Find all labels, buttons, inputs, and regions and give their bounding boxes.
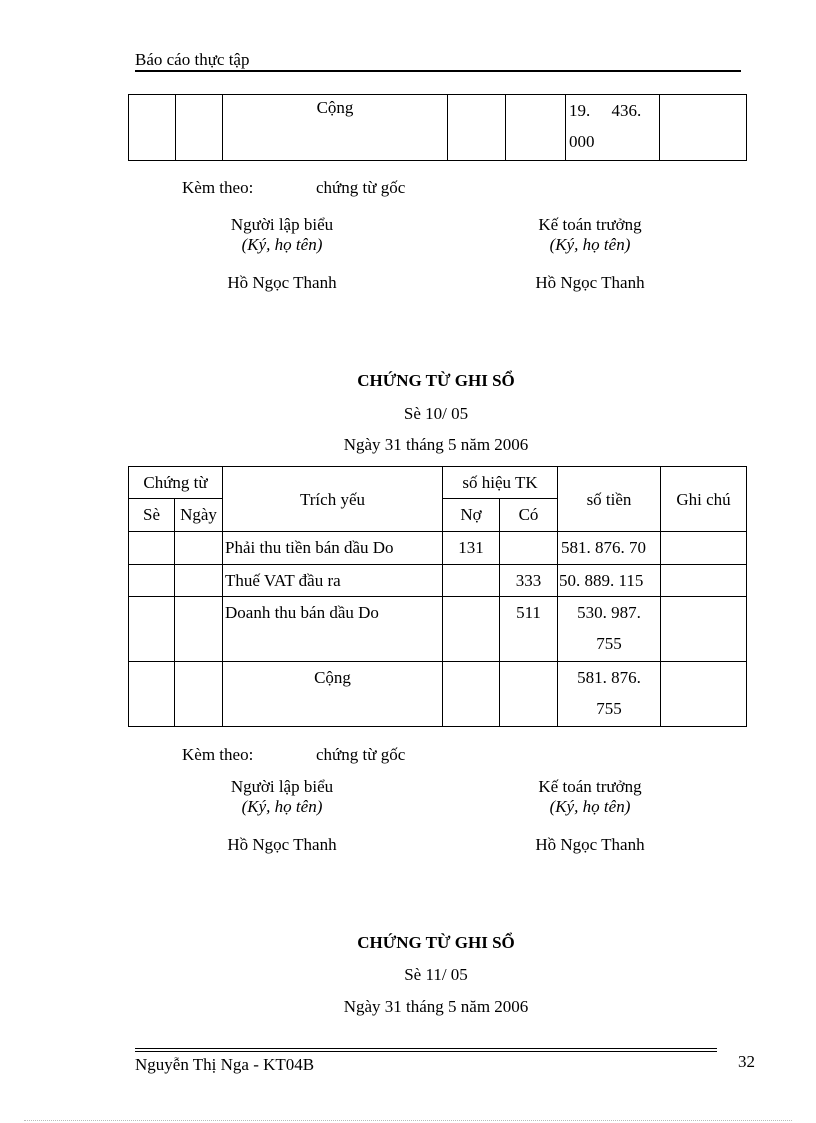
col-so: Sè <box>129 499 175 532</box>
signer-name: Hồ Ngọc Thanh <box>535 835 645 854</box>
voucher-title: CHỨNG TỪ GHI SỔ <box>357 933 515 952</box>
amount-line: 755 <box>596 699 622 718</box>
signer-role: Kế toán trưởng <box>538 215 642 234</box>
table-row <box>129 597 747 662</box>
col-co: Có <box>500 499 558 532</box>
signer-sub: (Ký, họ tên) <box>241 797 323 816</box>
signature-left <box>182 777 382 855</box>
table-row <box>129 532 747 565</box>
attach-label: Kèm theo: <box>182 178 254 197</box>
row-amount: 50. 889. 115 <box>558 565 661 597</box>
table-cell <box>661 662 747 727</box>
total-amount <box>566 95 660 161</box>
signer-role: Kế toán trưởng <box>538 777 642 796</box>
row-co: 333 <box>500 565 558 597</box>
table-cell <box>129 662 175 727</box>
voucher-table <box>128 466 747 727</box>
voucher-date: Ngày 31 tháng 5 năm 2006 <box>343 997 529 1016</box>
signer-name: Hồ Ngọc Thanh <box>535 273 645 292</box>
header-title: Báo cáo thực tập <box>135 50 250 69</box>
signer-sub: (Ký, họ tên) <box>241 235 323 254</box>
table-cell <box>129 532 175 565</box>
col-no: Nợ <box>443 499 500 532</box>
table-cell <box>175 662 223 727</box>
row-co: 511 <box>500 597 558 662</box>
signer-role: Người lập biểu <box>230 777 334 796</box>
signer-name: Hồ Ngọc Thanh <box>227 273 337 292</box>
voucher-date: Ngày 31 tháng 5 năm 2006 <box>343 435 529 454</box>
col-so-tien: số tiền <box>558 467 661 532</box>
footer-author: Nguyễn Thị Nga - KT04B <box>135 1055 315 1074</box>
table-cell <box>129 95 176 161</box>
total-label: Cộng <box>223 95 448 161</box>
row-amount: 581. 876. 70 <box>558 532 661 565</box>
table-cell <box>175 597 223 662</box>
signer-sub: (Ký, họ tên) <box>549 797 631 816</box>
amount-line: 19. 436. <box>569 101 642 120</box>
table-cell <box>443 662 500 727</box>
row-trich-yeu: Thuế VAT đầu ra <box>223 565 443 597</box>
attach-value: chứng từ gốc <box>316 745 406 764</box>
table-cell <box>660 95 747 161</box>
row-no <box>443 565 500 597</box>
footer-rule <box>135 1048 717 1049</box>
col-ghi-chu: Ghi chú <box>661 467 747 532</box>
signer-name: Hồ Ngọc Thanh <box>227 835 337 854</box>
table-cell <box>448 95 506 161</box>
amount-line: 530. 987. <box>577 603 641 622</box>
col-so-hieu-tk: số hiệu TK <box>443 467 558 499</box>
table-cell <box>506 95 566 161</box>
voucher-title: CHỨNG TỪ GHI SỔ <box>357 371 515 390</box>
total-amount <box>558 662 661 727</box>
row-co <box>500 532 558 565</box>
row-trich-yeu: Doanh thu bán dầu Do <box>223 597 443 662</box>
table-row <box>129 662 747 727</box>
table-cell <box>175 565 223 597</box>
amount-line: 581. 876. <box>577 668 641 687</box>
table-cell <box>175 532 223 565</box>
amount-line: 000 <box>569 132 595 151</box>
page-number: 32 <box>738 1052 755 1071</box>
row-no: 131 <box>443 532 500 565</box>
voucher-number: Sè 11/ 05 <box>404 965 468 984</box>
table-row <box>129 565 747 597</box>
signature-right <box>490 215 690 293</box>
col-chung-tu: Chứng từ <box>129 467 223 499</box>
total-label: Cộng <box>223 662 443 727</box>
top-table <box>128 94 747 161</box>
amount-line: 755 <box>596 634 622 653</box>
signature-left <box>182 215 382 293</box>
signer-role: Người lập biểu <box>230 215 334 234</box>
table-cell <box>661 532 747 565</box>
header-rule <box>135 70 741 72</box>
attach-label: Kèm theo: <box>182 745 254 764</box>
row-no <box>443 597 500 662</box>
table-cell <box>661 597 747 662</box>
table-cell <box>129 565 175 597</box>
col-trich-yeu: Trích yếu <box>223 467 443 532</box>
voucher-number: Sè 10/ 05 <box>403 404 469 423</box>
table-cell <box>661 565 747 597</box>
table-cell <box>129 597 175 662</box>
row-amount <box>558 597 661 662</box>
signer-sub: (Ký, họ tên) <box>549 235 631 254</box>
row-trich-yeu: Phải thu tiền bán dầu Do <box>223 532 443 565</box>
page-edge <box>24 1120 792 1121</box>
table-cell <box>500 662 558 727</box>
footer-rule <box>135 1051 717 1052</box>
signature-right <box>490 777 690 855</box>
col-ngay: Ngày <box>175 499 223 532</box>
table-cell <box>176 95 223 161</box>
attach-value: chứng từ gốc <box>316 178 406 197</box>
